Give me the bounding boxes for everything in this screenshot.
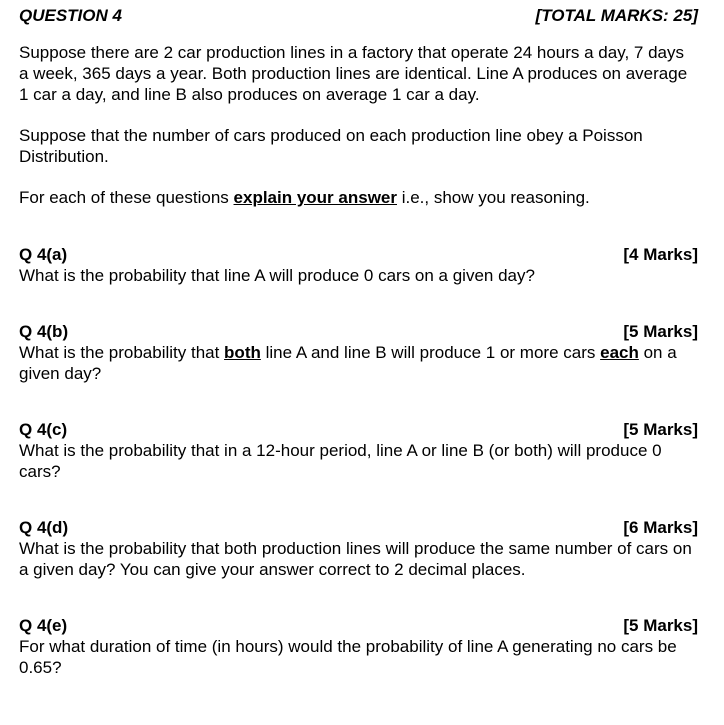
instruction-emphasis: explain your answer [233,188,397,207]
question-a-label: Q 4(a) [19,245,68,264]
question-d-header [19,517,698,538]
question-a-header [19,244,698,265]
question-b-text-2: line A and line B will produce 1 or more cars [260,343,601,362]
question-b-text [19,342,698,384]
question-b-text-1: What is the probability that [19,343,225,362]
question-b-emphasis-both: both [224,343,261,362]
question-b-header [19,321,698,342]
question-b-marks: [5 Marks] [623,322,698,341]
question-a-marks: [4 Marks] [623,245,698,264]
question-e-header [19,615,698,636]
intro-paragraph-2: Suppose that the number of cars produced on each production line obey a Poisson Distribution. [19,126,643,166]
total-marks: [TOTAL MARKS: 25] [535,6,698,25]
intro-paragraph-1: Suppose there are 2 car production lines in a factory that operate 24 hours a day, 7 days a week, 365 days a year. Both production lines are identical. Line A produces on average 1 car a day, and line B also produces on average 1 car a day. [19,43,688,104]
question-d-marks: [6 Marks] [623,518,698,537]
intro-paragraph-3 [19,187,698,208]
question-e-marks: [5 Marks] [623,616,698,635]
question-c-marks: [5 Marks] [623,420,698,439]
question-c-header [19,419,698,440]
question-title: QUESTION 4 [19,6,122,25]
question-d-label: Q 4(d) [19,518,69,537]
question-c-label: Q 4(c) [19,420,68,439]
question-c-text: What is the probability that in a 12-hour period, line A or line B (or both) will produce 0 cars? [19,441,662,481]
question-a-text: What is the probability that line A will produce 0 cars on a given day? [19,266,535,285]
question-e-label: Q 4(e) [19,616,68,635]
instruction-text: For each of these questions [19,188,234,207]
question-d-text: What is the probability that both production lines will produce the same number of cars on a given day? You can give your answer correct to 2 decimal places. [19,539,692,579]
question-header [19,6,698,26]
question-b-label: Q 4(b) [19,322,69,341]
question-e-text: For what duration of time (in hours) would the probability of line A generating no cars be 0.65? [19,637,677,677]
question-b-text-3: on a given day? [19,343,677,383]
question-b-emphasis-each: each [600,343,639,362]
instruction-text-end: i.e., show you reasoning. [396,188,590,207]
